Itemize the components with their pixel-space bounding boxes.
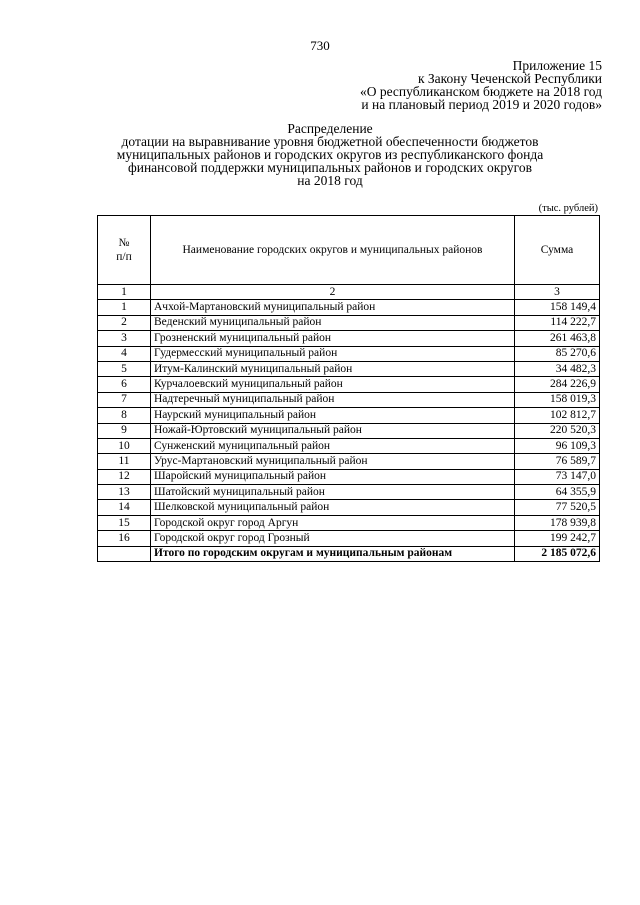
row-number: 10 [98,438,151,453]
row-number: 1 [98,300,151,315]
table-row [98,438,600,453]
row-number: 6 [98,377,151,392]
total-row [98,546,600,561]
row-number: 2 [98,315,151,330]
row-number: 12 [98,469,151,484]
table-row [98,423,600,438]
title-line-2: дотации на выравнивание уровня бюджетной обеспеченности бюджетов [121,134,539,149]
header-number-abbr: п/п [116,251,132,263]
table-row [98,500,600,515]
row-name: Городской округ город Грозный [151,531,515,546]
row-number: 14 [98,500,151,515]
title-line-3: муниципальных районов и городских округов из республиканского фонда [116,147,544,162]
allocation-table [97,215,600,562]
row-sum: 96 109,3 [515,438,600,453]
unit-note: (тыс. рублей) [538,203,598,214]
appendix-line-2: к Закону Чеченской Республики [417,71,602,86]
row-name: Сунженский муниципальный район [151,438,515,453]
appendix-line-1: Приложение 15 [512,58,602,73]
row-name: Ачхой-Мартановский муниципальный район [151,300,515,315]
row-sum: 220 520,3 [515,423,600,438]
row-sum: 76 589,7 [515,454,600,469]
table-row [98,485,600,500]
table-row [98,454,600,469]
table-row [98,300,600,315]
table-row [98,392,600,407]
row-number: 15 [98,515,151,530]
header-number [98,216,151,285]
row-name: Шатойский муниципальный район [151,485,515,500]
row-number: 9 [98,423,151,438]
row-sum: 114 222,7 [515,315,600,330]
appendix-header [360,59,602,111]
title-line-1: Распределение [287,121,373,136]
column-index: 1 [98,285,151,300]
table-header-row [98,216,600,285]
table-row [98,408,600,423]
row-sum: 85 270,6 [515,346,600,361]
header-number-symbol: № [118,237,130,249]
row-sum: 178 939,8 [515,515,600,530]
row-name: Веденский муниципальный район [151,315,515,330]
table-row [98,346,600,361]
appendix-line-4: и на плановый период 2019 и 2020 годов» [361,97,602,112]
row-sum: 261 463,8 [515,331,600,346]
table-row [98,515,600,530]
total-label: Итого по городским округам и муниципальным районам [151,546,515,561]
row-name: Курчалоевский муниципальный район [151,377,515,392]
row-sum: 77 520,5 [515,500,600,515]
row-sum: 34 482,3 [515,361,600,376]
row-sum: 73 147,0 [515,469,600,484]
row-name: Шаройский муниципальный район [151,469,515,484]
title-line-5: на 2018 год [297,173,363,188]
row-name: Городской округ город Аргун [151,515,515,530]
row-sum: 158 149,4 [515,300,600,315]
column-index: 2 [151,285,515,300]
row-number: 5 [98,361,151,376]
row-number: 4 [98,346,151,361]
table-row [98,361,600,376]
row-sum: 64 355,9 [515,485,600,500]
total-sum: 2 185 072,6 [515,546,600,561]
page-number: 730 [310,38,330,53]
row-number: 11 [98,454,151,469]
table-row [98,377,600,392]
row-name: Наурский муниципальный район [151,408,515,423]
row-sum: 158 019,3 [515,392,600,407]
row-name: Грозненский муниципальный район [151,331,515,346]
table-row [98,531,600,546]
row-name: Гудермесский муниципальный район [151,346,515,361]
title-line-4: финансовой поддержки муниципальных районов и городских округов [127,160,532,175]
header-sum: Сумма [515,216,600,285]
row-number: 7 [98,392,151,407]
document-title [60,122,600,187]
total-number-cell [98,546,151,561]
row-name: Ножай-Юртовский муниципальный район [151,423,515,438]
row-sum: 199 242,7 [515,531,600,546]
row-number: 13 [98,485,151,500]
column-index: 3 [515,285,600,300]
row-name: Шелковской муниципальный район [151,500,515,515]
table-row [98,469,600,484]
row-number: 16 [98,531,151,546]
row-number: 8 [98,408,151,423]
header-name: Наименование городских округов и муниципальных районов [151,216,515,285]
row-number: 3 [98,331,151,346]
column-index-row [98,285,600,300]
row-name: Итум-Калинский муниципальный район [151,361,515,376]
appendix-line-3: «О республиканском бюджете на 2018 год [359,84,602,99]
row-sum: 102 812,7 [515,408,600,423]
row-name: Надтеречный муниципальный район [151,392,515,407]
table-row [98,315,600,330]
row-sum: 284 226,9 [515,377,600,392]
row-name: Урус-Мартановский муниципальный район [151,454,515,469]
table-row [98,331,600,346]
